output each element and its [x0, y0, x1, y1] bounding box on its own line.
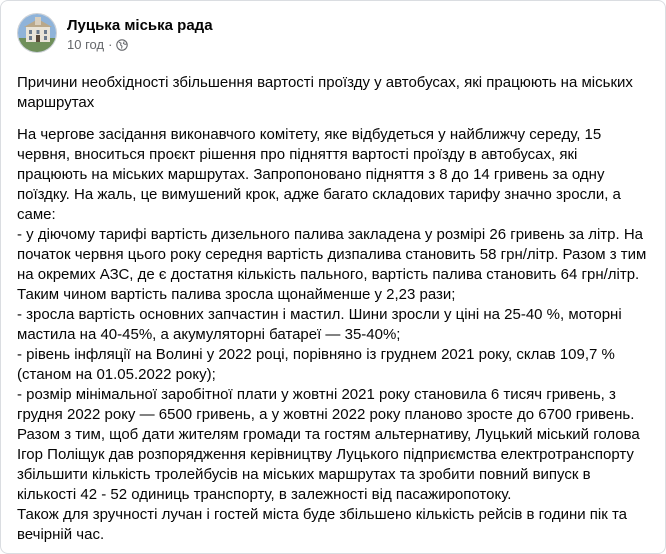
post-headline: Причини необхідності збільшення вартості проїзду у автобусах, які працюють на міських маршрутах — [17, 74, 633, 111]
separator-dot: · — [108, 37, 113, 52]
post-paragraph-fuel: - у діючому тарифі вартість дизельного палива закладена у розмірі 26 гривень за літр. На початок червня цього року середня вартість дизпалива становить 58 грн/літр. Разом з тим на окремих АЗС, де є достатня кількість пального, вартість палива становить 64 грн/літр. Таким чином вартість палива зросла щонайменше у 2,23 рази; — [17, 226, 647, 303]
post-header — [17, 13, 213, 53]
page-avatar[interactable] — [17, 13, 57, 53]
post-timestamp[interactable]: 10 год — [67, 37, 105, 52]
post-subline — [67, 37, 213, 53]
post-paragraph-wages: - розмір мінімальної заробітної плати у жовтні 2021 року становила 6 тисяч гривень, з грудня 2022 року — 6500 гривень, а у жовтні 2022 року планово зросте до 6700 гривень. — [17, 386, 635, 423]
post-paragraph-intro: На чергове засідання виконавчого комітету, яке відбудеться у найближчу середу, 15 червня, вноситься проєкт рішення про підняття вартості проїзду в автобусах, які працюють на міських маршрутах. Запропоновано підняття з 8 до 14 гривень за одну поїздку. На жаль, це вимушений крок, адже багато складових тарифу значно зросли, а саме: — [17, 126, 621, 223]
post-body — [17, 73, 647, 545]
post-paragraph-inflation: - рівень інфляції на Волині у 2022 році, порівняно із груднем 2021 року, склав 109,7 % (станом на 01.05.2022 року); — [17, 346, 615, 383]
page-name-link[interactable]: Луцька міська рада — [67, 17, 213, 34]
post-paragraph-parts: - зросла вартість основних запчастин і мастил. Шини зросли у ціні на 25-40 %, моторні мастила на 40-45%, а акумуляторні батареї — 35-40%; — [17, 306, 622, 343]
post-paragraph-trips: Також для зручності лучан і гостей міста буде збільшено кількість рейсів в години пік та вечірній час. — [17, 506, 628, 543]
globe-icon[interactable] — [116, 39, 128, 51]
post-paragraph-trolleybus: Разом з тим, щоб дати жителям громади та гостям альтернативу, Луцький міський голова Ігор Поліщук дав розпорядження керівництву Луцького підприємства електротранспорту збільшити кількість тролейбусів на міських маршрутах та зробити повний випуск в кількості 42 - 52 одиниць транспорту, в залежності від пасажиропотоку. — [17, 426, 640, 503]
post-meta — [67, 16, 213, 53]
